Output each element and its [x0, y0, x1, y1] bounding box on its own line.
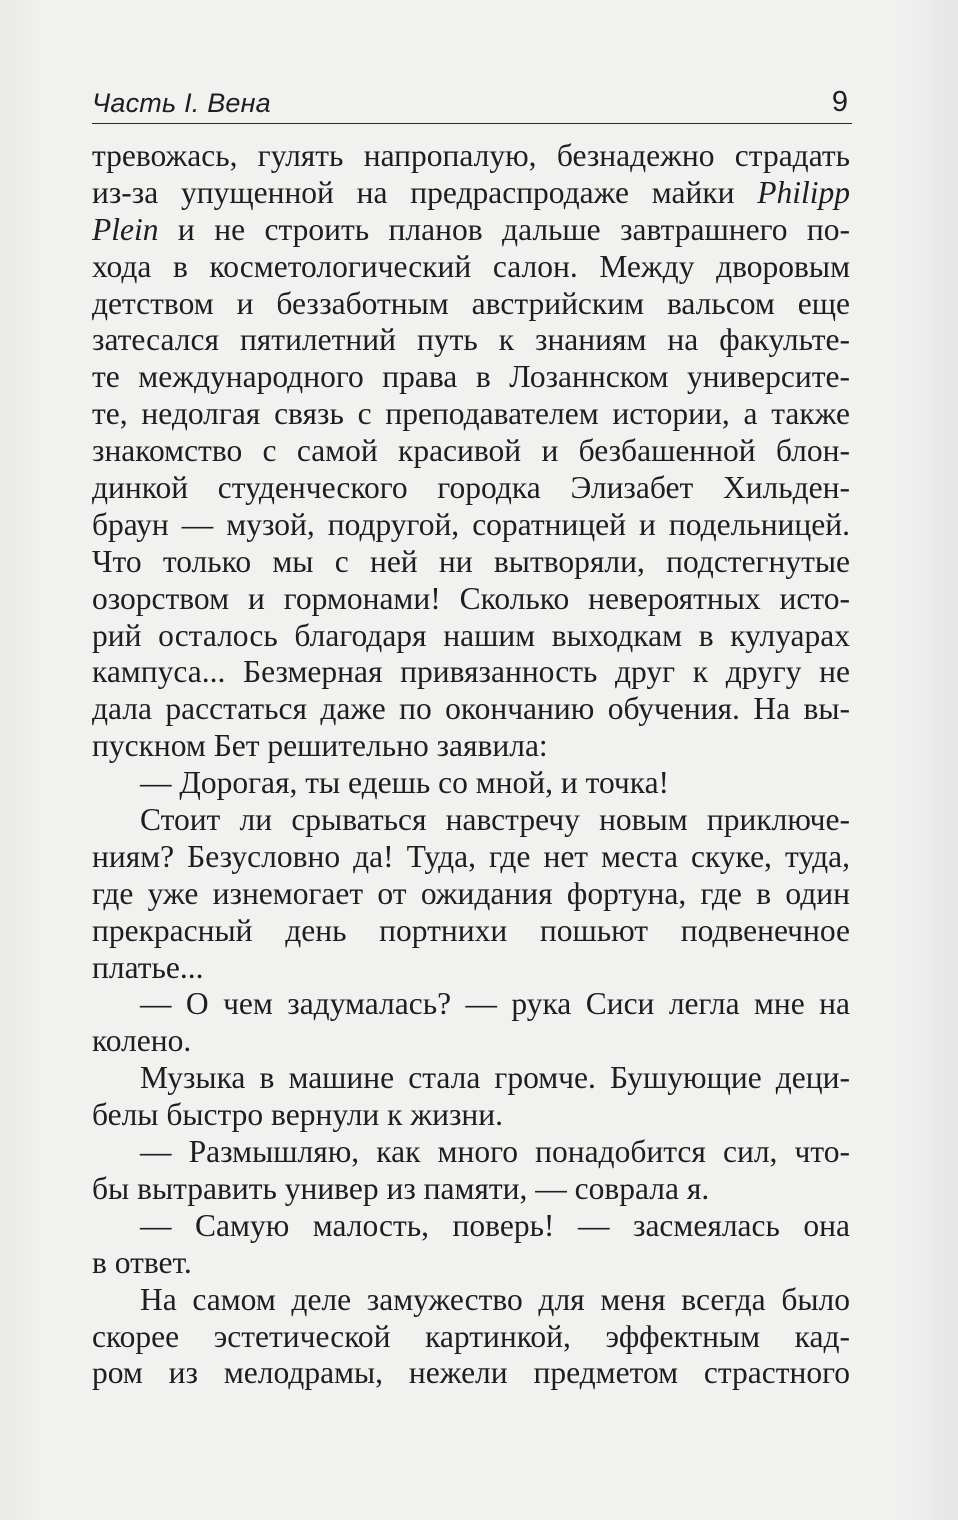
text-line: озорством и гормонами! Сколько невероятных исто-: [92, 580, 850, 616]
text-line: браун — музой, подругой, соратницей и подельницей.: [92, 506, 850, 542]
text-line: из-за упущенной на предраспродаже майки Philipp: [92, 174, 850, 210]
text-line: Что только мы с ней ни вытворяли, подстегнутые: [92, 543, 850, 579]
text-line: платье...: [92, 949, 204, 985]
text-line: ром из мелодрамы, нежели предметом страстного: [92, 1355, 850, 1391]
running-head: Часть I. Вена: [92, 88, 271, 118]
text-line: Стоит ли срываться навстречу новым приключе-: [140, 802, 850, 838]
body-text: [92, 138, 850, 1392]
text-line: где уже изнемогает от ожидания фортуна, где в один: [92, 875, 850, 911]
text-line: прекрасный день портнихи пошьют подвенечное: [92, 912, 850, 948]
text-line: те, недолгая связь с преподавателем истории, а также: [92, 396, 850, 432]
text-line: — Самую малость, поверь! — засмеялась она: [140, 1207, 850, 1243]
text-line: рий осталось благодаря нашим выходкам в кулуарах: [92, 617, 850, 653]
text-line: дала расстаться даже по окончанию обучения. На вы-: [92, 691, 850, 727]
text-line: белы быстро вернули к жизни.: [92, 1097, 503, 1133]
text-line: в ответ.: [92, 1244, 192, 1280]
text-line: пускном Бет решительно заявила:: [92, 728, 548, 764]
text-line: детством и беззаботным австрийским вальсом еще: [92, 285, 850, 321]
text-line: — О чем задумалась? — рука Сиси легла мне на: [140, 986, 850, 1022]
text-line: Plein и не строить планов дальше завтрашнего по-: [92, 211, 850, 247]
text-line: — Размышляю, как много понадобится сил, что-: [140, 1134, 850, 1170]
text-line: хода в косметологический салон. Между дворовым: [92, 248, 850, 284]
text-line: колено.: [92, 1023, 192, 1059]
text-line: — Дорогая, ты едешь со мной, и точка!: [140, 765, 670, 801]
text-line: затесался пятилетний путь к знаниям на факульте-: [92, 322, 850, 358]
text-line: бы вытравить универ из памяти, — соврала я.: [92, 1170, 710, 1206]
text-line: На самом деле замужество для меня всегда было: [140, 1281, 850, 1317]
page-number: 9: [831, 86, 848, 118]
text-line: тревожась, гулять напропалую, безнадежно страдать: [92, 138, 850, 173]
text-line: кампуса... Безмерная привязанность друг к другу не: [92, 654, 850, 690]
text-line: знакомство с самой красивой и безбашенной блон-: [92, 433, 850, 469]
text-line: Музыка в машине стала громче. Бушующие деци-: [140, 1060, 850, 1096]
text-line: динкой студенческого городка Элизабет Хильден-: [92, 470, 850, 506]
page-header: [92, 84, 852, 124]
text-line: ниям? Безусловно да! Туда, где нет места скуке, туда,: [92, 838, 850, 874]
text-line: скорее эстетической картинкой, эффектным кад-: [92, 1318, 850, 1354]
text-line: те международного права в Лозаннском университе-: [92, 359, 850, 395]
